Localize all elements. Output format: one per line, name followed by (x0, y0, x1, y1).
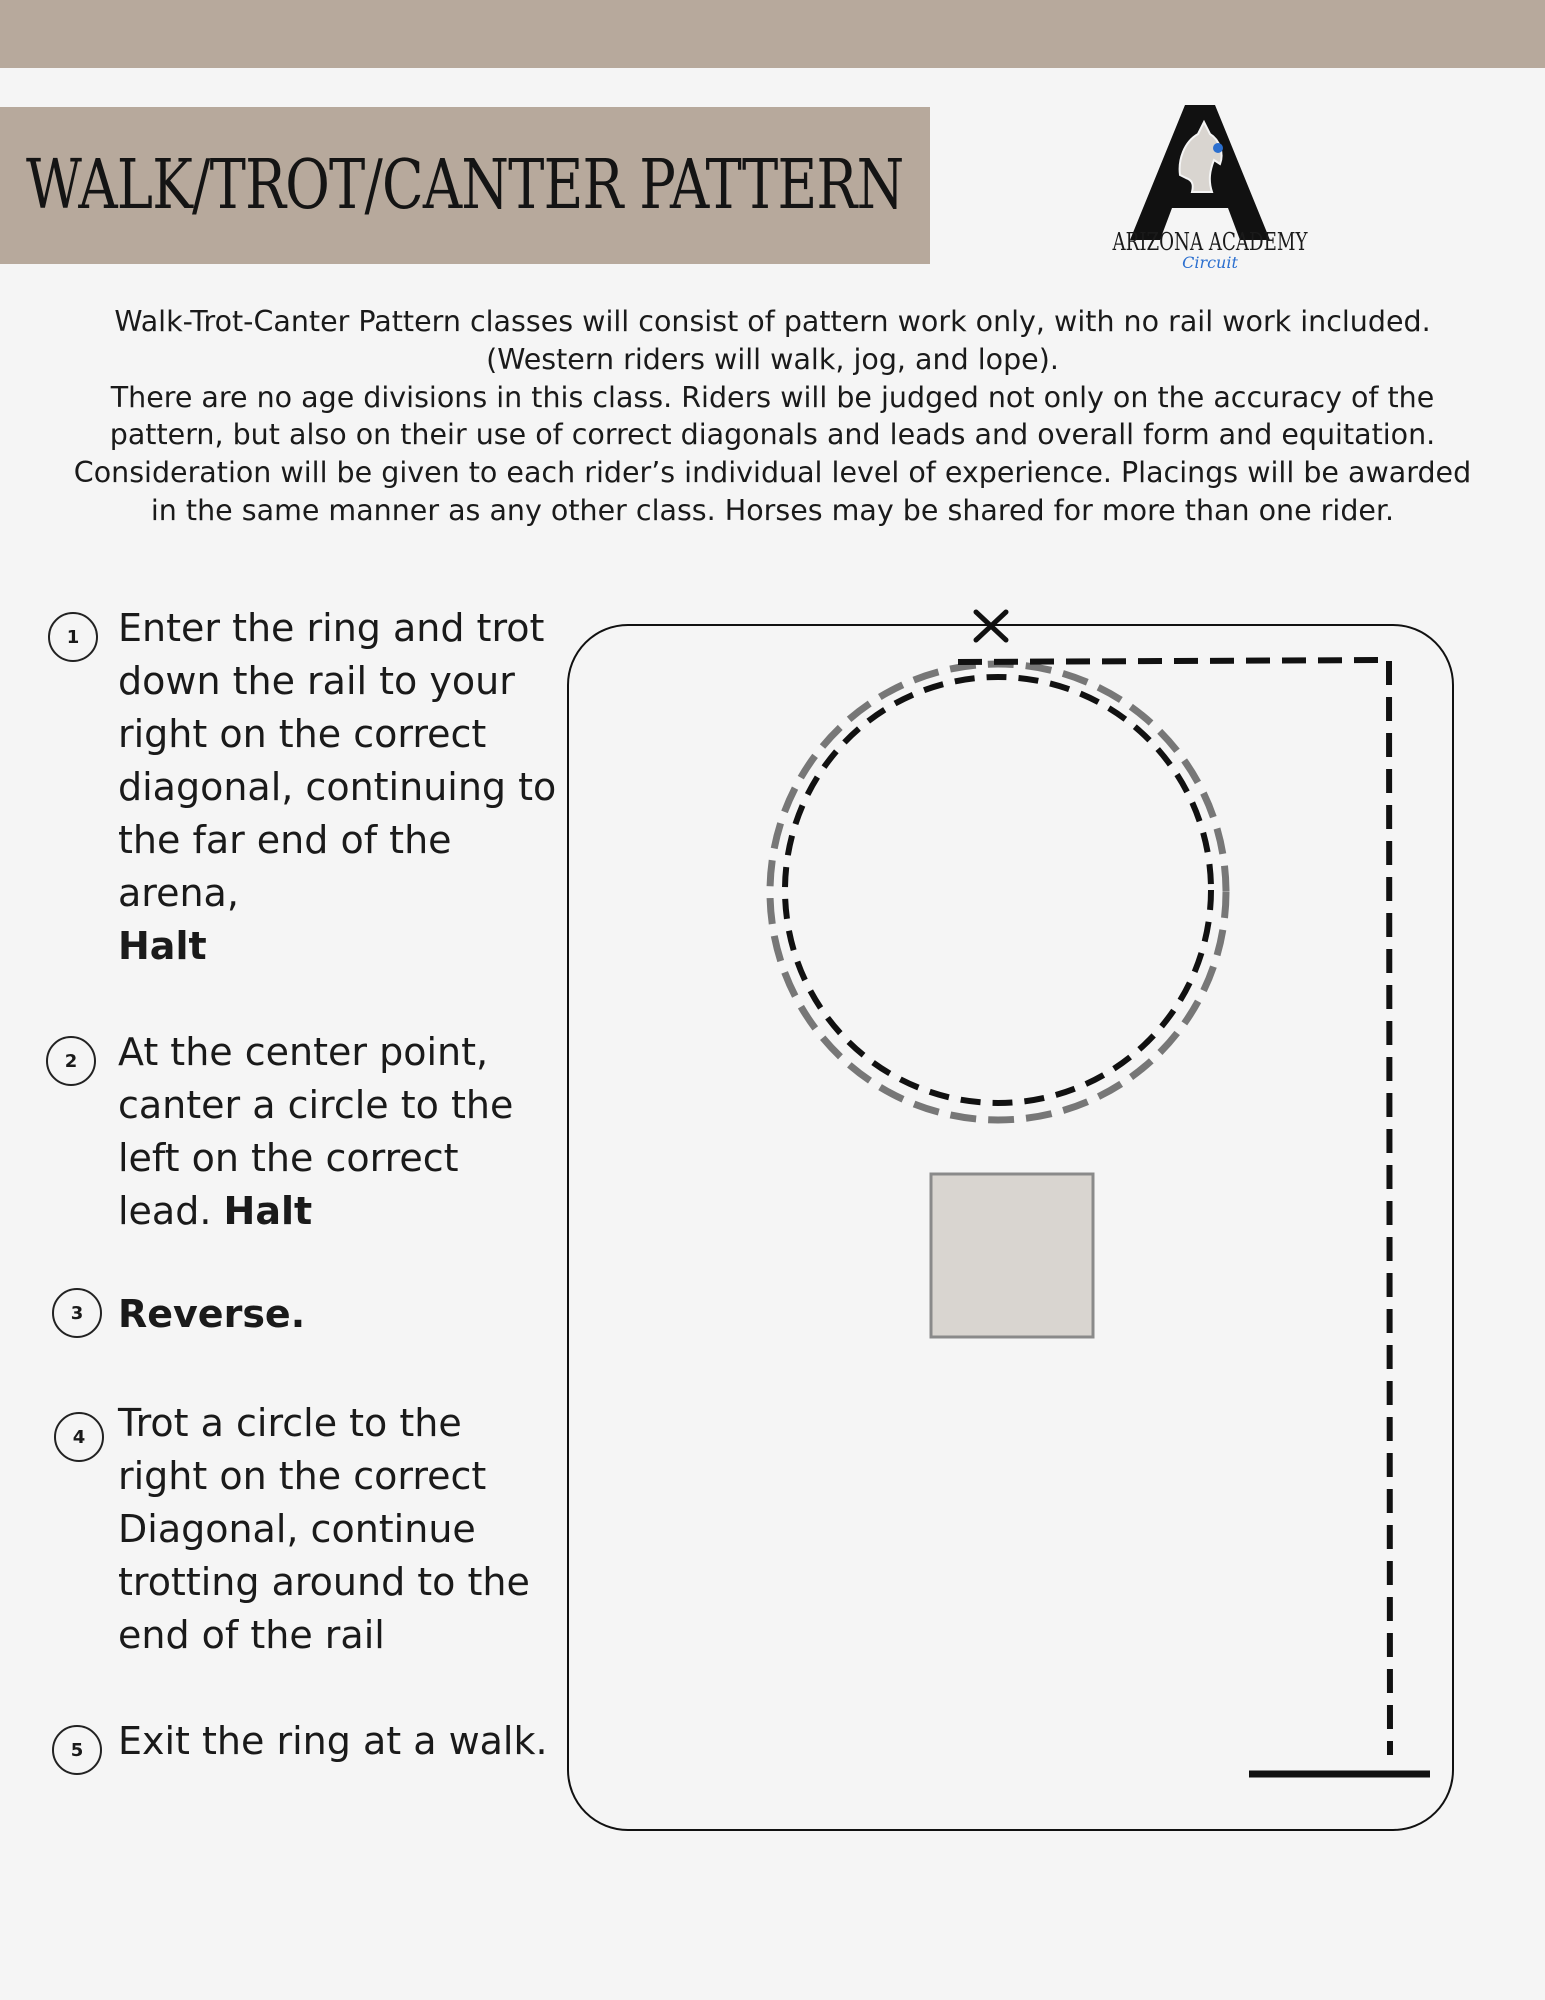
step-instruction: Trot a circle to the right on the correct Diagonal, continue trotting around to the end of the rail (118, 1401, 530, 1657)
title-band (0, 107, 930, 264)
step-bold-text: Halt (118, 924, 207, 968)
step-number-badge: 2 (46, 1036, 96, 1086)
intro-paragraph-1: Walk-Trot-Canter Pattern classes will consist of pattern work only, with no rail work included. (Western riders will walk, jog, and lope). (114, 305, 1431, 376)
step-text (118, 1397, 558, 1662)
step-bold-text: Halt (223, 1189, 313, 1233)
intro-text (60, 303, 1485, 530)
step-number-badge: 1 (48, 612, 98, 662)
step-text (118, 1026, 558, 1238)
top-band (0, 0, 1545, 68)
center-point-marker (931, 1174, 1093, 1337)
logo-main-text: ARIZONA ACADEMY (1111, 228, 1309, 256)
arizona-academy-logo (1100, 100, 1320, 275)
step-number-badge: 3 (52, 1288, 102, 1338)
step-text (118, 1288, 558, 1341)
step-number-badge: 4 (54, 1412, 104, 1462)
step-number-badge: 5 (52, 1725, 102, 1775)
step-instruction: Enter the ring and trot down the rail to your right on the correct diagonal, continuing to the far end of the arena, (118, 606, 557, 915)
page-title: WALK/TROT/CANTER PATTERN (26, 145, 904, 225)
step-instruction: Exit the ring at a walk. (118, 1719, 548, 1763)
logo-sub-text: Circuit (1182, 253, 1238, 272)
arena-diagram (565, 600, 1465, 1850)
step-text (118, 1715, 558, 1768)
step-text (118, 602, 558, 973)
ribbon-icon (1213, 143, 1223, 153)
trot-circle-path (785, 677, 1211, 1103)
step-instruction: At the center point, canter a circle to the left on the correct lead. (118, 1030, 514, 1233)
canter-circle-path (770, 664, 1226, 1120)
step-bold-text: Reverse. (118, 1292, 306, 1336)
intro-paragraph-2: There are no age divisions in this class. Riders will be judged not only on the accuracy of the pattern, but also on their use of correct diagonals and leads and overall form and equitation. Consideration will be given to each rider’s individual level of experience. Placings will be awarded in the same manner as any other class. Horses may be shared for more than one rider. (73, 380, 1472, 527)
